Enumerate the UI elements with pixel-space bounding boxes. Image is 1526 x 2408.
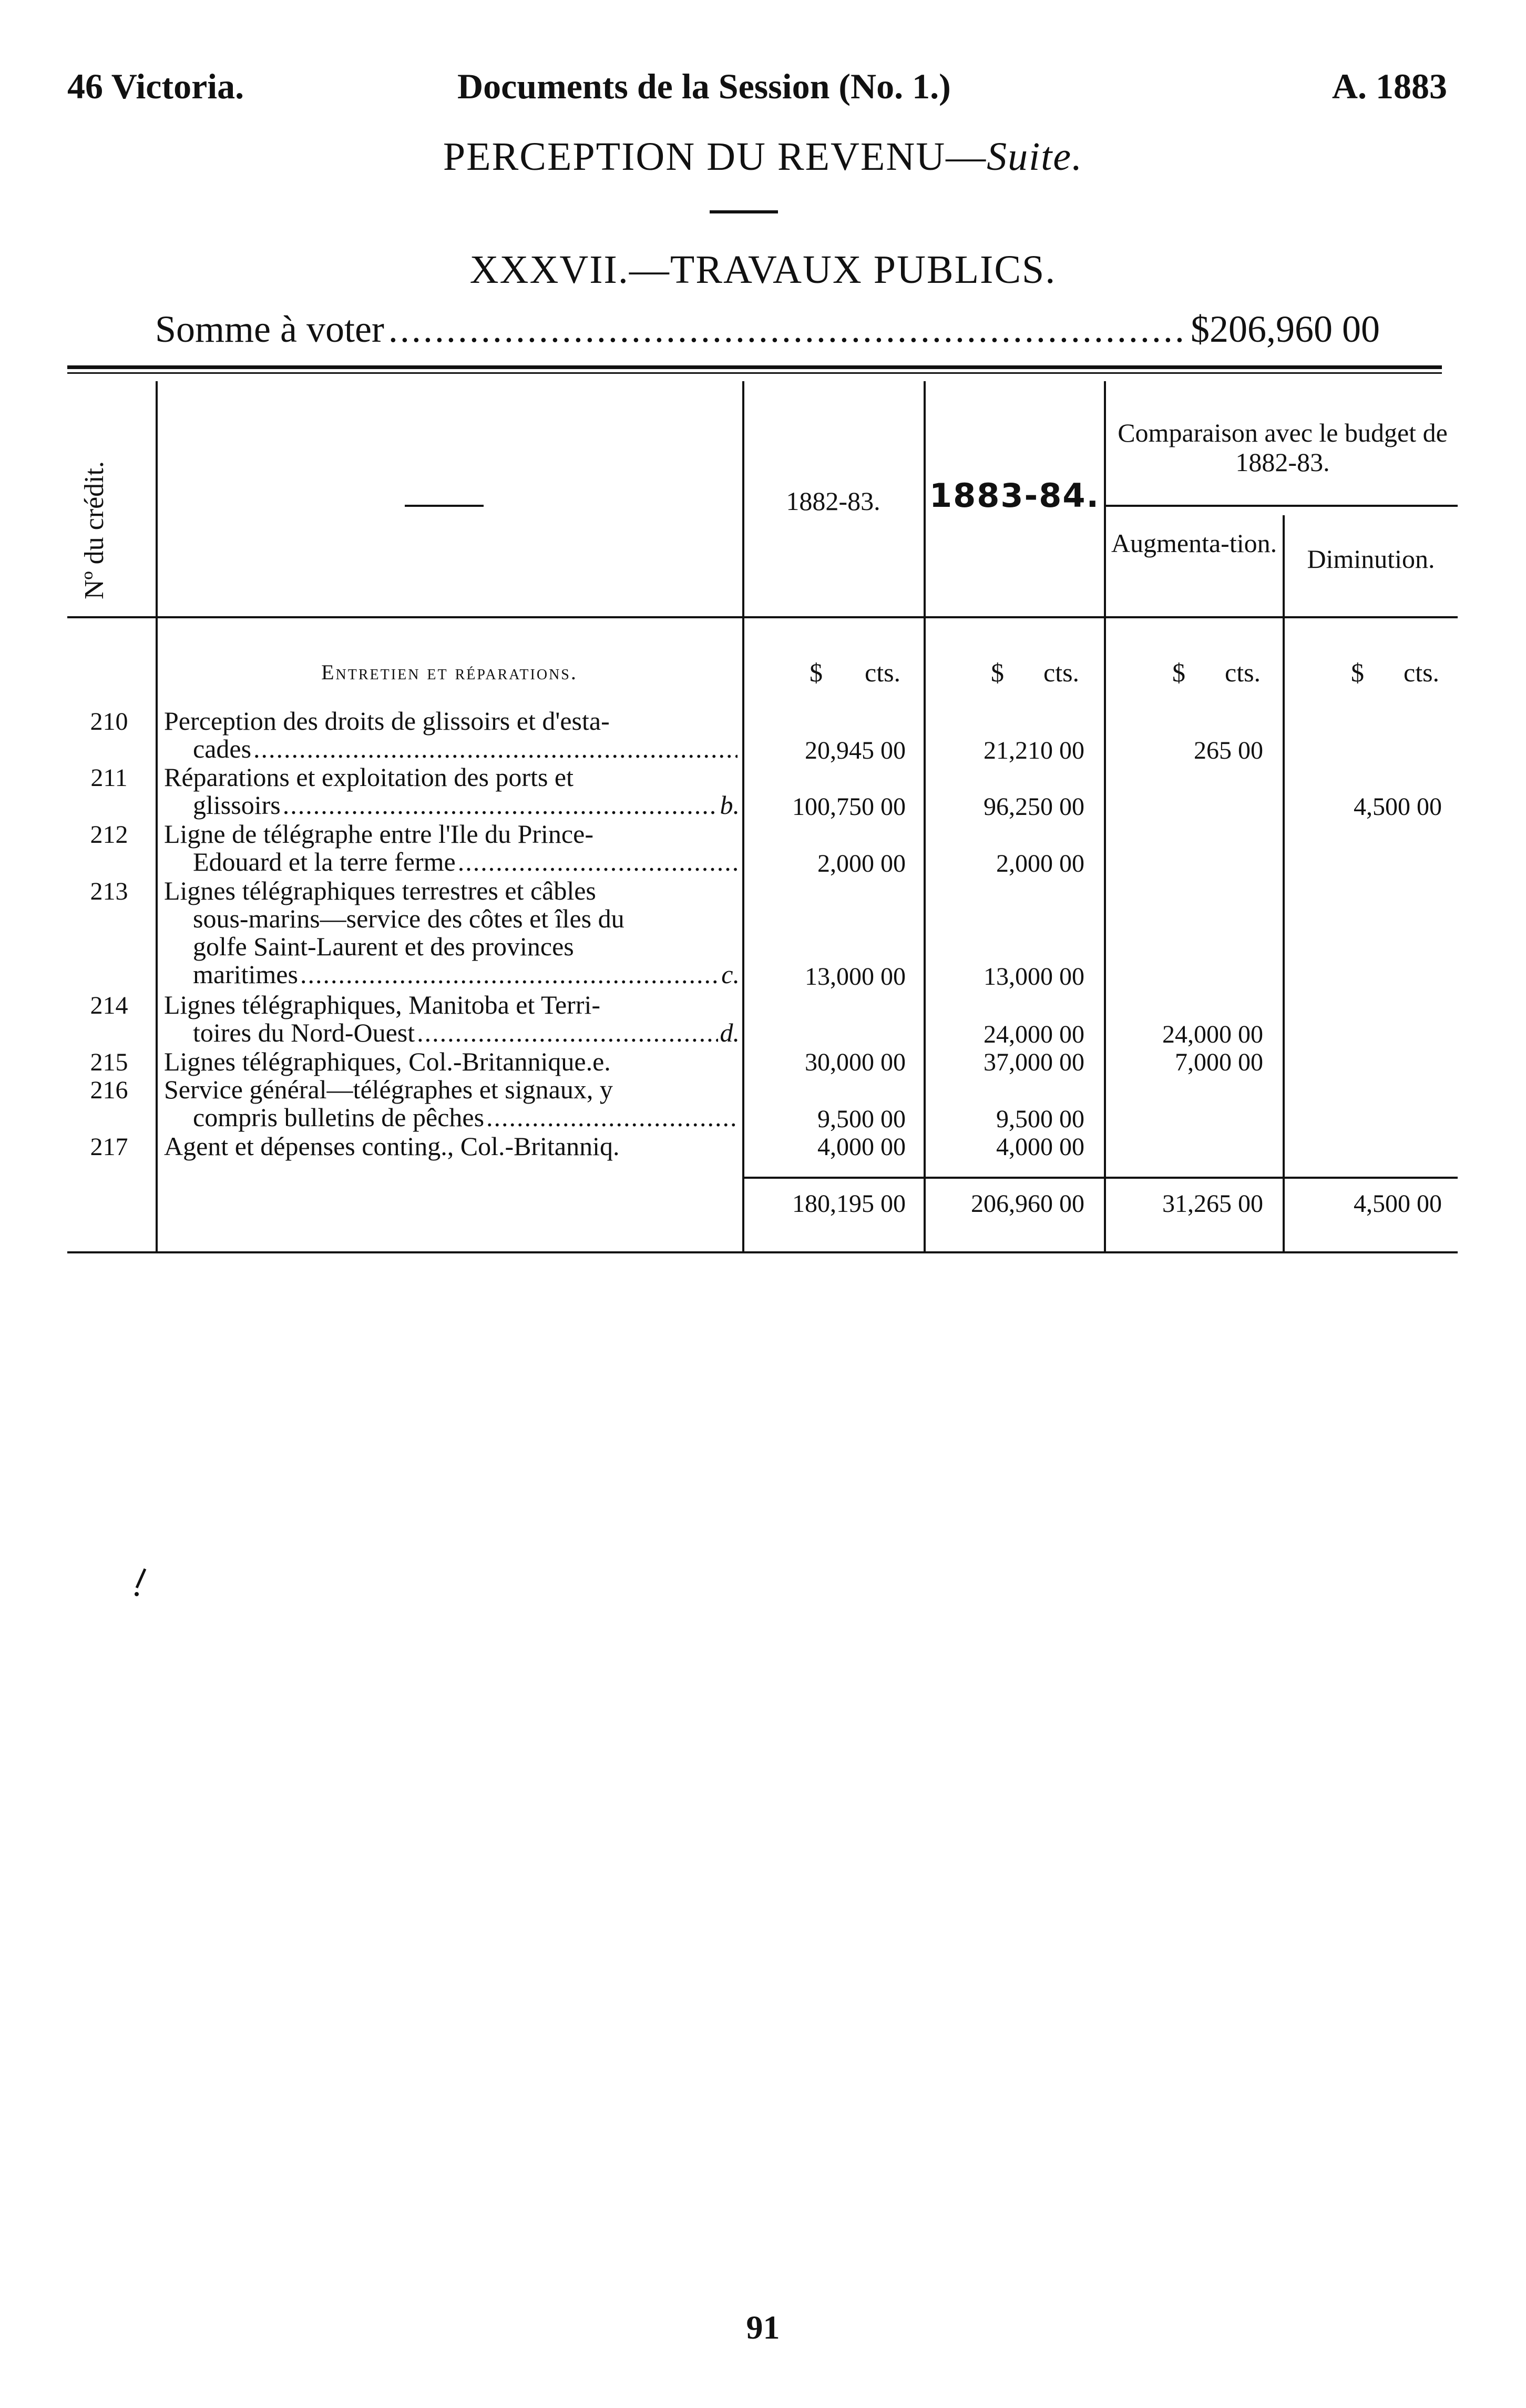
description-line: Lignes télégraphiques, Col.-Britannique.e. [164,1047,611,1076]
description-line: glissoirs ..... b. [164,791,740,819]
description-line: Lignes télégraphiques, Manitoba et Terri- [164,990,601,1019]
page-title-main: PERCEPTION DU REVENU— [443,135,987,179]
currency-dollar: $ [1351,658,1364,687]
value-1882: 2,000 00 [817,850,906,878]
value-1883: 37,000 00 [984,1048,1084,1076]
empty-cell-dots [1291,1033,1448,1038]
row-description [164,1048,740,1076]
value-1883: 96,250 00 [984,793,1084,821]
currency-dollar: $ [810,658,823,687]
comparison-rule [1104,505,1458,507]
row-description [164,1132,740,1160]
col-divider [1283,515,1285,1251]
total-augmentation: 31,265 00 [1162,1190,1263,1218]
col-divider [156,381,158,1251]
empty-cell-dots [1112,805,1269,811]
col-1883-header: 1883-84. [929,476,1100,515]
currency-dollar: $ [991,658,1004,687]
description-line: Agent et dépenses conting., Col.-Britanniq. [164,1131,620,1161]
description-line: compris bulletins de pêches ..... [164,1104,740,1131]
empty-cell-dots [1291,1118,1448,1123]
credit-number: 217 [90,1133,128,1161]
description-line: Edouard et la terre ferme ..... [164,848,740,876]
page-number: 91 [746,2309,780,2346]
section-title: Entretien et réparations. [321,660,578,684]
description-line: Perception des droits de glissoirs et d'esta- [164,706,610,736]
augmentation-header: Augmenta-tion. [1111,528,1277,558]
credit-number: 216 [90,1076,128,1104]
page-title-suite: Suite. [987,135,1083,179]
value-1883: 24,000 00 [984,1021,1084,1048]
row-description [164,1076,740,1131]
col-1882-header: 1882-83. [786,486,880,516]
credit-number: 214 [90,992,128,1019]
col-divider [924,381,926,1251]
value-augmentation: 7,000 00 [1175,1048,1263,1076]
somme-label: Somme à voter [155,308,384,350]
section-heading: XXXVII.—TRAVAUX PUBLICS. [469,248,1057,292]
table-bottom-rule [67,1251,1458,1253]
credit-number: 215 [90,1048,128,1076]
currency-cents: cts. [1404,658,1440,687]
description-line: sous-marins—service des côtes et îles du [193,904,624,933]
ink-mark [130,1567,151,1598]
value-1882: 4,000 00 [817,1133,906,1161]
currency-cents: cts. [865,658,901,687]
empty-cell-dots [1291,862,1448,868]
total-1882: 180,195 00 [792,1190,906,1218]
row-description [164,820,740,876]
value-1883: 9,500 00 [996,1105,1084,1133]
empty-cell-dots [1291,749,1448,754]
value-augmentation: 265 00 [1194,737,1263,764]
empty-cell-dots [1112,975,1269,981]
credit-number: 213 [90,878,128,905]
value-1883: 13,000 00 [984,963,1084,991]
currency-dollar: $ [1172,658,1185,687]
currency-cents: cts. [1043,658,1080,687]
description-line: cades ..... [164,735,740,763]
empty-cell-dots [1291,975,1448,981]
running-head-session: 46 Victoria. [67,66,244,106]
value-diminution: 4,500 00 [1354,793,1442,821]
row-description [164,877,740,988]
total-diminution: 4,500 00 [1354,1190,1442,1218]
empty-cell-dots [1291,1146,1448,1151]
credit-number: 211 [90,764,128,792]
credit-number-header: Nº du crédit. [79,461,109,599]
description-line: Lignes télégraphiques terrestres et câbles [164,876,596,905]
value-1882: 20,945 00 [805,737,906,764]
description-line: toires du Nord-Ouest ..... d. [164,1019,740,1047]
value-augmentation: 24,000 00 [1162,1021,1263,1048]
row-description [164,707,740,763]
description-header [405,505,484,507]
credit-number: 212 [90,821,128,849]
total-1883: 206,960 00 [971,1190,1084,1218]
running-head-title: Documents de la Session (No. 1.) [457,66,951,106]
table-top-rule [67,365,1442,374]
value-1882: 9,500 00 [817,1105,906,1133]
empty-cell-dots [1112,1118,1269,1123]
page-title [0,134,1526,180]
empty-cell-dots [752,1033,915,1038]
diminution-header: Diminution. [1307,544,1435,574]
description-line: maritimes ..... c. [164,961,740,988]
value-1882: 13,000 00 [805,963,906,991]
title-divider [710,210,778,213]
somme-line [155,308,1380,351]
credit-number: 210 [90,708,128,736]
totals-rule [742,1177,1458,1179]
leader-dots [388,308,1186,351]
empty-cell-dots [1112,1146,1269,1151]
value-1882: 100,750 00 [792,793,906,821]
value-1883: 21,210 00 [984,737,1084,764]
value-1883: 2,000 00 [996,850,1084,878]
description-line: Réparations et exploitation des ports et [164,762,573,792]
description-line: Ligne de télégraphe entre l'Ile du Prince- [164,819,593,849]
row-description [164,763,740,819]
comparison-header: Comparaison avec le budget de 1882-83. [1118,418,1448,477]
currency-cents: cts. [1225,658,1261,687]
description-line: Service général—télégraphes et signaux, y [164,1075,613,1104]
value-1883: 4,000 00 [996,1133,1084,1161]
row-description [164,991,740,1047]
empty-cell-dots [1112,862,1269,868]
description-line: golfe Saint-Laurent et des provinces [193,932,574,961]
empty-cell-dots [1291,1061,1448,1066]
somme-amount: $206,960 00 [1191,308,1380,350]
header-rule [67,616,1458,618]
value-1882: 30,000 00 [805,1048,906,1076]
col-divider [1104,381,1106,1251]
running-head-year: A. 1883 [1332,66,1447,106]
